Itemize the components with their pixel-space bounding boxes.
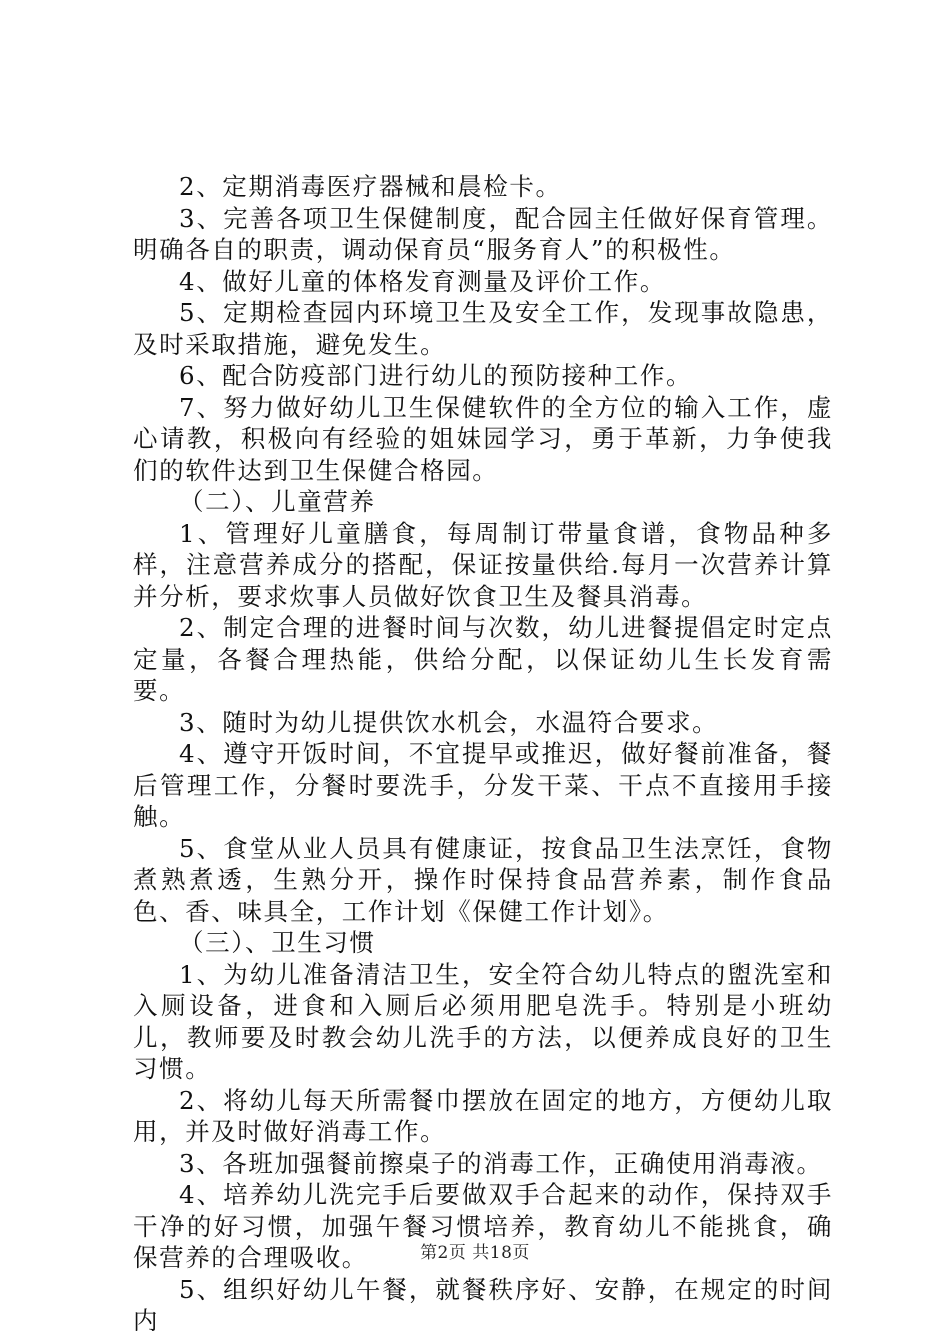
paragraph-item-6: 6、配合防疫部门进行幼儿的预防接种工作。 — [179, 361, 693, 390]
hygiene-item-3: 3、各班加强餐前擦桌子的消毒工作，正确使用消毒液。 — [179, 1148, 823, 1178]
paragraph-item-3: 3、完善各项卫生保健制度，配合园主任做好保育管理。明确各自的职责，调动保育员“服务育人”的积极性。 — [133, 203, 833, 264]
hygiene-item-2: 2、将幼儿每天所需餐巾摆放在固定的地方，方便幼儿取用，并及时做好消毒工作。 — [133, 1085, 833, 1146]
nutrition-item-2: 2、制定合理的进餐时间与次数，幼儿进餐提倡定时定点定量，各餐合理热能，供给分配，以保证幼儿生长发育需要。 — [133, 613, 833, 705]
nutrition-item-1: 1、管理好儿童膳食，每周制订带量食谱，食物品种多样，注意营养成分的搭配，保证按量供给.每月一次营养计算并分析，要求炊事人员做好饮食卫生及餐具消毒。 — [133, 518, 833, 611]
paragraph-item-4: 4、做好儿童的体格发育测量及评价工作。 — [179, 266, 666, 296]
nutrition-item-3: 3、随时为幼儿提供饮水机会，水温符合要求。 — [179, 707, 719, 737]
paragraph-item-2: 2、定期消毒医疗器械和晨检卡。 — [179, 172, 562, 201]
paragraph-item-5: 5、定期检查园内环境卫生及安全工作，发现事故隐患，及时采取措施，避免发生。 — [133, 298, 833, 359]
page-footer: 第2页 共18页 — [420, 1243, 530, 1263]
hygiene-item-5: 5、组织好幼儿午餐，就餐秩序好、安静，在规定的时间内 — [133, 1274, 833, 1335]
hygiene-item-4: 4、培养幼儿洗完手后要做双手合起来的动作，保持双手干净的好习惯，加强午餐习惯培养，教育幼儿不能挑食，确保营养的合理吸收。 — [133, 1180, 833, 1272]
paragraph-item-7: 7、努力做好幼儿卫生保健软件的全方位的输入工作，虚心请教，积极向有经验的姐妹园学习，勇于革新，力争使我们的软件达到卫生保健合格园。 — [133, 392, 833, 485]
section-heading-nutrition: （二）、儿童营养 — [179, 487, 376, 516]
section-heading-hygiene: （三）、卫生习惯 — [179, 928, 376, 957]
nutrition-item-5: 5、食堂从业人员具有健康证，按食品卫生法烹饪，食物煮熟煮透，生熟分开，操作时保持食品营养素，制作食品色、香、味具全，工作计划《保健工作计划》。 — [133, 833, 833, 926]
nutrition-item-4: 4、遵守开饭时间，不宜提早或推迟，做好餐前准备，餐后管理工作，分餐时要洗手，分发干菜、干点不直接用手接触。 — [133, 739, 833, 831]
document-body — [133, 171, 833, 1337]
hygiene-item-1: 1、为幼儿准备清洁卫生，安全符合幼儿特点的盥洗室和入厕设备，进食和入厕后必须用肥皂洗手。特别是小班幼儿，教师要及时教会幼儿洗手的方法，以便养成良好的卫生习惯。 — [133, 959, 833, 1083]
